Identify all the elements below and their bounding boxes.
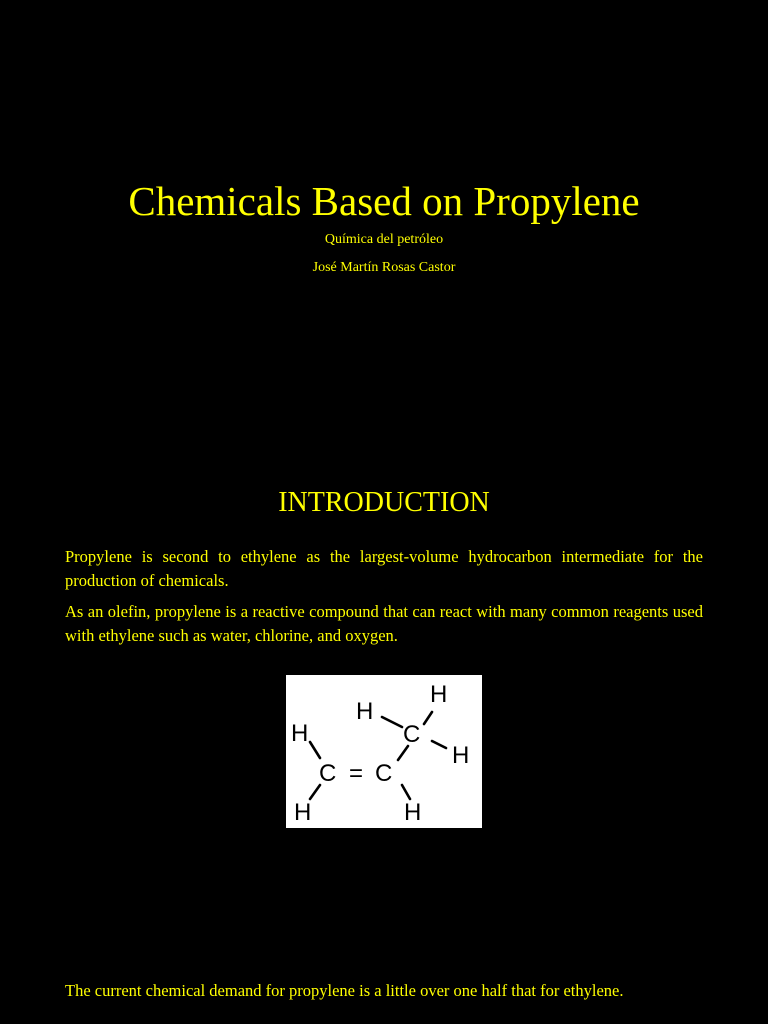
atom-h-top-left: H <box>291 720 309 747</box>
bond-c3-h-right <box>432 741 446 748</box>
bond-h-c1-bottom <box>310 785 320 799</box>
atom-c2: C <box>375 760 393 787</box>
intro-paragraph-3: The current chemical demand for propylene is a little over one half that for ethylene. <box>65 981 624 1000</box>
double-bond-sign: = <box>349 760 364 787</box>
slide-subtitle: Química del petróleo <box>324 232 444 247</box>
bond-c2-c3 <box>398 746 408 760</box>
atom-h-bottom-right: H <box>404 799 422 826</box>
intro-paragraph-2: As an olefin, propylene is a reactive compound that can react with many common reagents used with ethylene such as water, chlorine, and oxygen. <box>65 602 703 645</box>
atom-c3: C <box>403 721 421 748</box>
bond-h-c3 <box>382 717 402 727</box>
author-name: José Martín Rosas Castor <box>312 260 456 275</box>
intro-paragraph-1: Propylene is second to ethylene as the largest-volume hydrocarbon intermediate for the production of chemicals. <box>65 547 703 590</box>
bond-h-c1-top <box>310 742 320 758</box>
bond-c3-h-top <box>424 712 432 724</box>
atom-h-bottom-left: H <box>294 799 312 826</box>
atom-h-methyl-left: H <box>356 698 374 725</box>
atom-h-methyl-right: H <box>452 742 470 769</box>
slide-title: Chemicals Based on Propylene <box>128 178 640 224</box>
propylene-structure-diagram <box>286 675 482 828</box>
section-heading: INTRODUCTION <box>278 487 490 518</box>
atom-h-methyl-top: H <box>430 681 448 708</box>
bond-c2-h-bottom <box>402 785 410 799</box>
atom-c1: C <box>319 760 337 787</box>
propylene-structure-svg <box>286 675 482 828</box>
